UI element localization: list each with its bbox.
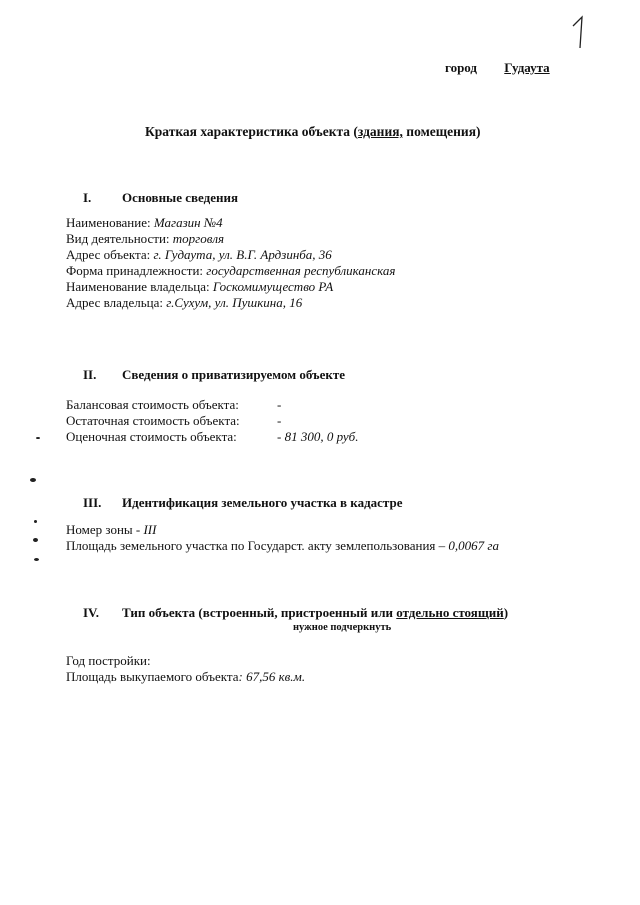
field-row [66,538,499,554]
scan-speck [30,478,36,482]
field-row [66,231,224,247]
field-row [66,279,333,295]
field-row [66,295,302,311]
title-suffix: помещения) [402,124,481,139]
section-1-number: I. [83,190,92,205]
section-4-number: IV. [83,605,100,620]
title-underlined: отдельно стоящий [396,605,504,620]
field-row [66,247,332,263]
field-value: - 81 300, 0 руб. [277,429,359,444]
title-prefix: Краткая характеристика объекта ( [145,124,358,139]
document-title [145,124,481,140]
field-value: Магазин №4 [153,215,223,230]
field-value: г.Сухум, ул. Пушкина, 16 [166,295,303,310]
field-row [66,653,151,669]
field-label: Адрес владельца: [66,295,167,310]
city-label: город [445,60,478,75]
field-label: Площадь земельного участка по Государст. акту землепользования – [66,538,449,553]
title-prefix: Тип объекта (встроенный, пристроенный или [122,605,397,620]
field-value: - [277,413,282,428]
section-2-number: II. [83,367,97,382]
field-label: Форма принадлежности: [66,263,207,278]
city-value: Гудаута [504,60,550,75]
field-label: Наименование: [66,215,154,230]
scan-speck [36,437,40,439]
section-4-note: нужное подчеркнуть [293,622,392,633]
field-label: Оценочная стоимость объекта: [66,429,237,444]
field-row [66,215,223,231]
scan-speck [33,538,38,542]
section-1-title: Основные сведения [122,190,238,205]
section-2-title: Сведения о приватизируемом объекте [122,367,345,382]
field-value: 0,0067 га [448,538,499,553]
field-row [66,263,395,279]
handwritten-page-number [570,14,590,50]
field-row [66,522,156,538]
field-value: III [143,522,157,537]
title-suffix: ) [503,605,509,620]
field-value: Госкомимущество РА [212,279,334,294]
field-value: государственная республиканская [206,263,396,278]
scan-speck [34,558,39,561]
field-label: Год постройки: [66,653,151,668]
field-value: - [277,397,282,412]
city-line [445,60,550,76]
field-label: Адрес объекта: [66,247,154,262]
section-3-title: Идентификация земельного участка в кадастре [122,495,403,510]
section-3-number: III. [83,495,102,510]
title-underlined: здания, [357,124,403,139]
field-label: Номер зоны - [66,522,144,537]
field-value: г. Гудаута, ул. В.Г. Ардзинба, 36 [153,247,332,262]
field-label: Остаточная стоимость объекта: [66,413,240,428]
field-value: : 67,56 кв.м. [238,669,306,684]
section-4-title [122,605,508,621]
field-label: Площадь выкупаемого объекта [66,669,239,684]
field-label: Балансовая стоимость объекта: [66,397,239,412]
field-label: Наименование владельца: [66,279,213,294]
field-row [66,669,305,685]
field-value: торговля [172,231,225,246]
scan-speck [34,520,37,523]
field-label: Вид деятельности: [66,231,173,246]
